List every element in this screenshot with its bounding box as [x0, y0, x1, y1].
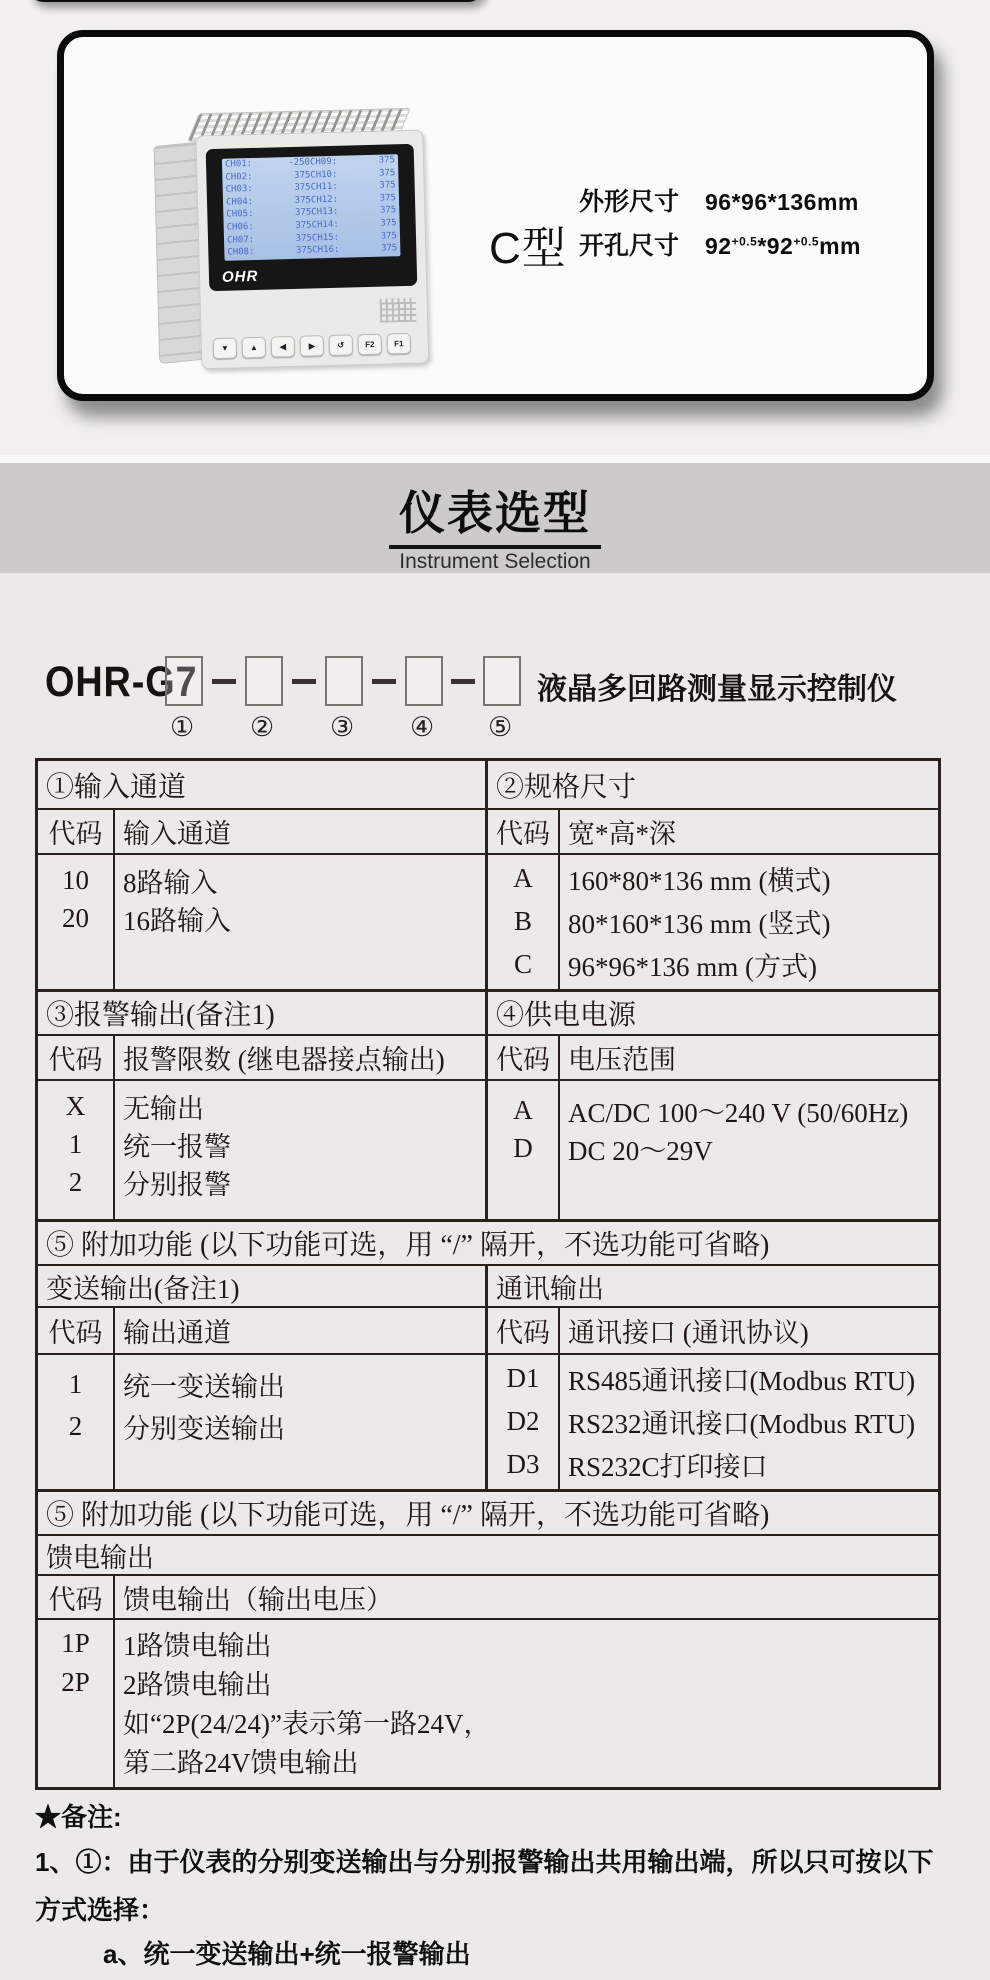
down-arrow-button: ▼	[213, 337, 238, 359]
previous-card-remnant	[28, 0, 484, 2]
s1-desc: 160*80*136 mm (横式)	[568, 866, 831, 896]
table-row	[38, 1353, 938, 1489]
s1-sub-code-left: 代码	[38, 810, 115, 853]
s2-desc: 分别报警	[123, 1169, 231, 1200]
s1-code: 20	[62, 902, 89, 933]
model-code-box-1	[165, 656, 203, 706]
s4-desc: 1路馈电输出	[123, 1631, 272, 1661]
table-row	[38, 1534, 938, 1574]
table-row	[38, 853, 938, 989]
cutout-dimension-label: 开孔尺寸	[579, 232, 680, 260]
speaker-grille	[380, 298, 417, 323]
s3-sub-desc-right: 通讯接口 (通讯协议)	[568, 1318, 809, 1348]
device-button-row	[213, 333, 411, 359]
s3-desc: 统一变送输出	[123, 1371, 285, 1402]
left-arrow-button: ◀	[271, 336, 296, 358]
s3-desc: RS232通讯接口(Modbus RTU)	[568, 1409, 916, 1439]
device-front-panel	[195, 130, 429, 370]
lcd-row: CH02: 375 CH10: 375	[225, 167, 396, 183]
table-row	[38, 1219, 938, 1264]
s1-header-left: ①输入通道	[46, 771, 187, 803]
s2-desc: DC 20～29V	[568, 1135, 713, 1166]
dash-separator	[451, 679, 475, 684]
section-banner	[0, 463, 990, 573]
s3-group-right: 通讯输出	[496, 1273, 604, 1304]
s1-code: 10	[62, 864, 89, 895]
lcd-row: CH03: 375 CH11: 375	[225, 180, 396, 195]
s2-header-right: ④供电电源	[496, 1000, 637, 1031]
s2-header-left: ③报警输出(备注1)	[46, 1000, 275, 1031]
s1-sub-desc-left: 输入通道	[123, 819, 231, 849]
right-arrow-button: ▶	[300, 335, 325, 357]
s1-header-right: ②规格尺寸	[496, 771, 637, 803]
f2-button: F2	[358, 334, 383, 356]
model-code-builder	[45, 648, 955, 756]
note-line-2: 方式选择：	[35, 1895, 166, 1925]
background-strip	[0, 455, 990, 463]
s4-sub-desc: 馈电输出（输出电压）	[123, 1584, 393, 1615]
s3-desc: RS485通讯接口(Modbus RTU)	[568, 1366, 916, 1396]
outer-dimension-row	[579, 182, 924, 226]
s2-sub-desc-right: 电压范围	[568, 1045, 676, 1075]
s3-desc: RS232C打印接口	[568, 1452, 768, 1482]
lcd-row: CH04: 375 CH12: 375	[225, 193, 397, 208]
outer-dimension-value: 96*96*136mm	[705, 189, 859, 215]
s2-desc: AC/DC 100～240 V (50/60Hz)	[568, 1097, 909, 1128]
model-description: 液晶多回路测量显示控制仪	[537, 673, 897, 706]
s2-code: A	[513, 1094, 533, 1125]
s4-group: 馈电输出	[46, 1542, 154, 1573]
section-subtitle: Instrument Selection	[399, 550, 591, 573]
s3-group-left: 变送输出(备注1)	[46, 1273, 240, 1304]
s1-desc: 8路输入	[123, 867, 218, 898]
f1-button: F1	[387, 333, 412, 355]
s3-code: D3	[506, 1449, 540, 1479]
table-row	[38, 989, 938, 1034]
table-row	[38, 1574, 938, 1618]
s4-extra-line: 第二路24V馈电输出	[123, 1748, 359, 1778]
brand-logo: OHR	[221, 267, 259, 286]
dash-separator	[292, 679, 316, 684]
model-code-box-4	[405, 656, 443, 706]
lcd-row: CH08: 375 CH16: 375	[227, 243, 398, 258]
s4-code: 2P	[61, 1667, 90, 1697]
cutout-dimension-value: $92^{+0.5}*92^{+0.5}mm$	[705, 233, 861, 259]
s1-desc: 80*160*136 mm (竖式)	[568, 909, 831, 939]
enter-button: ↺	[329, 334, 354, 356]
s4-code: 1P	[61, 1628, 90, 1658]
product-card	[57, 30, 934, 401]
position-2-marker: ②	[250, 712, 275, 742]
lcd-row: CH06: 375 CH14: 375	[226, 218, 397, 233]
up-arrow-button: ▲	[242, 337, 267, 359]
s1-desc: 16路输入	[123, 905, 231, 936]
s2-sub-desc-left: 报警限数 (继电器接点输出)	[123, 1045, 445, 1075]
table-row	[38, 808, 938, 853]
s3-code: 2	[68, 1410, 83, 1441]
notes-title: ★备注:	[35, 1802, 122, 1832]
s1-sub-desc-right: 宽*高*深	[568, 819, 676, 849]
table-row	[38, 761, 938, 808]
table-row	[38, 1489, 938, 1534]
lcd-row: CH07: 375 CH15: 375	[226, 230, 398, 246]
table-row	[38, 1264, 938, 1306]
s1-code: A	[513, 863, 533, 893]
s2-code: D	[513, 1132, 533, 1163]
s3-code: 1	[68, 1368, 83, 1399]
s2-code: 1	[68, 1128, 83, 1159]
s1-desc: 96*96*136 mm (方式)	[568, 952, 817, 982]
model-code-box-2	[245, 656, 283, 706]
s2-code: 2	[68, 1166, 83, 1197]
position-3-marker: ③	[330, 712, 355, 742]
position-5-marker: ⑤	[488, 712, 513, 742]
position-1-marker: ①	[170, 712, 195, 742]
dash-separator	[212, 679, 236, 684]
table-row	[38, 1306, 938, 1353]
s2-desc: 统一报警	[123, 1131, 231, 1162]
s4-header: ⑤ 附加功能 (以下功能可选，用 “/” 隔开，不选功能可省略)	[46, 1500, 770, 1531]
s3-code: D2	[506, 1406, 540, 1436]
s3-sub-code-left: 代码	[38, 1308, 115, 1353]
table-row	[38, 1079, 938, 1219]
cutout-dimension-row	[579, 226, 924, 270]
device-bezel	[206, 144, 418, 291]
table-row	[38, 1618, 938, 1787]
device-lcd-screen	[222, 154, 401, 261]
s4-extra-line: 如“2P(24/24)”表示第一路24V，	[123, 1709, 491, 1739]
s3-desc: 分别变送输出	[123, 1413, 285, 1444]
outer-dimension-label: 外形尺寸	[579, 188, 680, 216]
s3-sub-desc-left: 输出通道	[123, 1318, 231, 1348]
s3-header: ⑤ 附加功能 (以下功能可选，用 “/” 隔开，不选功能可省略)	[46, 1230, 770, 1261]
dash-separator	[372, 679, 396, 684]
s4-desc: 2路馈电输出	[123, 1670, 272, 1700]
case-type-label: C型	[489, 224, 567, 273]
lcd-row: CH05: 375 CH13: 375	[226, 205, 397, 221]
s1-sub-code-right: 代码	[488, 810, 560, 853]
table-row	[38, 1034, 938, 1079]
model-prefix: OHR-G7	[45, 658, 198, 706]
model-code-box-5	[483, 656, 521, 706]
selection-table	[35, 758, 941, 1790]
lcd-row: CH01: -250 CH09: 375	[224, 155, 396, 170]
s3-sub-code-right: 代码	[488, 1308, 560, 1353]
s2-code: X	[65, 1090, 86, 1121]
s2-sub-code-left: 代码	[38, 1036, 115, 1079]
s3-code: D1	[506, 1363, 540, 1393]
s2-desc: 无输出	[123, 1093, 204, 1124]
s1-code: B	[513, 906, 532, 936]
note-line-3: a、统一变送输出+统一报警输出	[103, 1939, 471, 1969]
s1-code: C	[513, 949, 532, 979]
s4-sub-code: 代码	[38, 1576, 115, 1618]
section-title: 仪表选型	[389, 477, 601, 549]
position-4-marker: ④	[410, 712, 435, 742]
note-line-1: 1、①：由于仪表的分别变送输出与分别报警输出共用输出端，所以只可按以下	[35, 1847, 934, 1877]
s2-sub-code-right: 代码	[488, 1036, 560, 1079]
dimensions-block	[579, 182, 924, 270]
instrument-photo	[153, 106, 430, 371]
model-code-box-3	[325, 656, 363, 706]
